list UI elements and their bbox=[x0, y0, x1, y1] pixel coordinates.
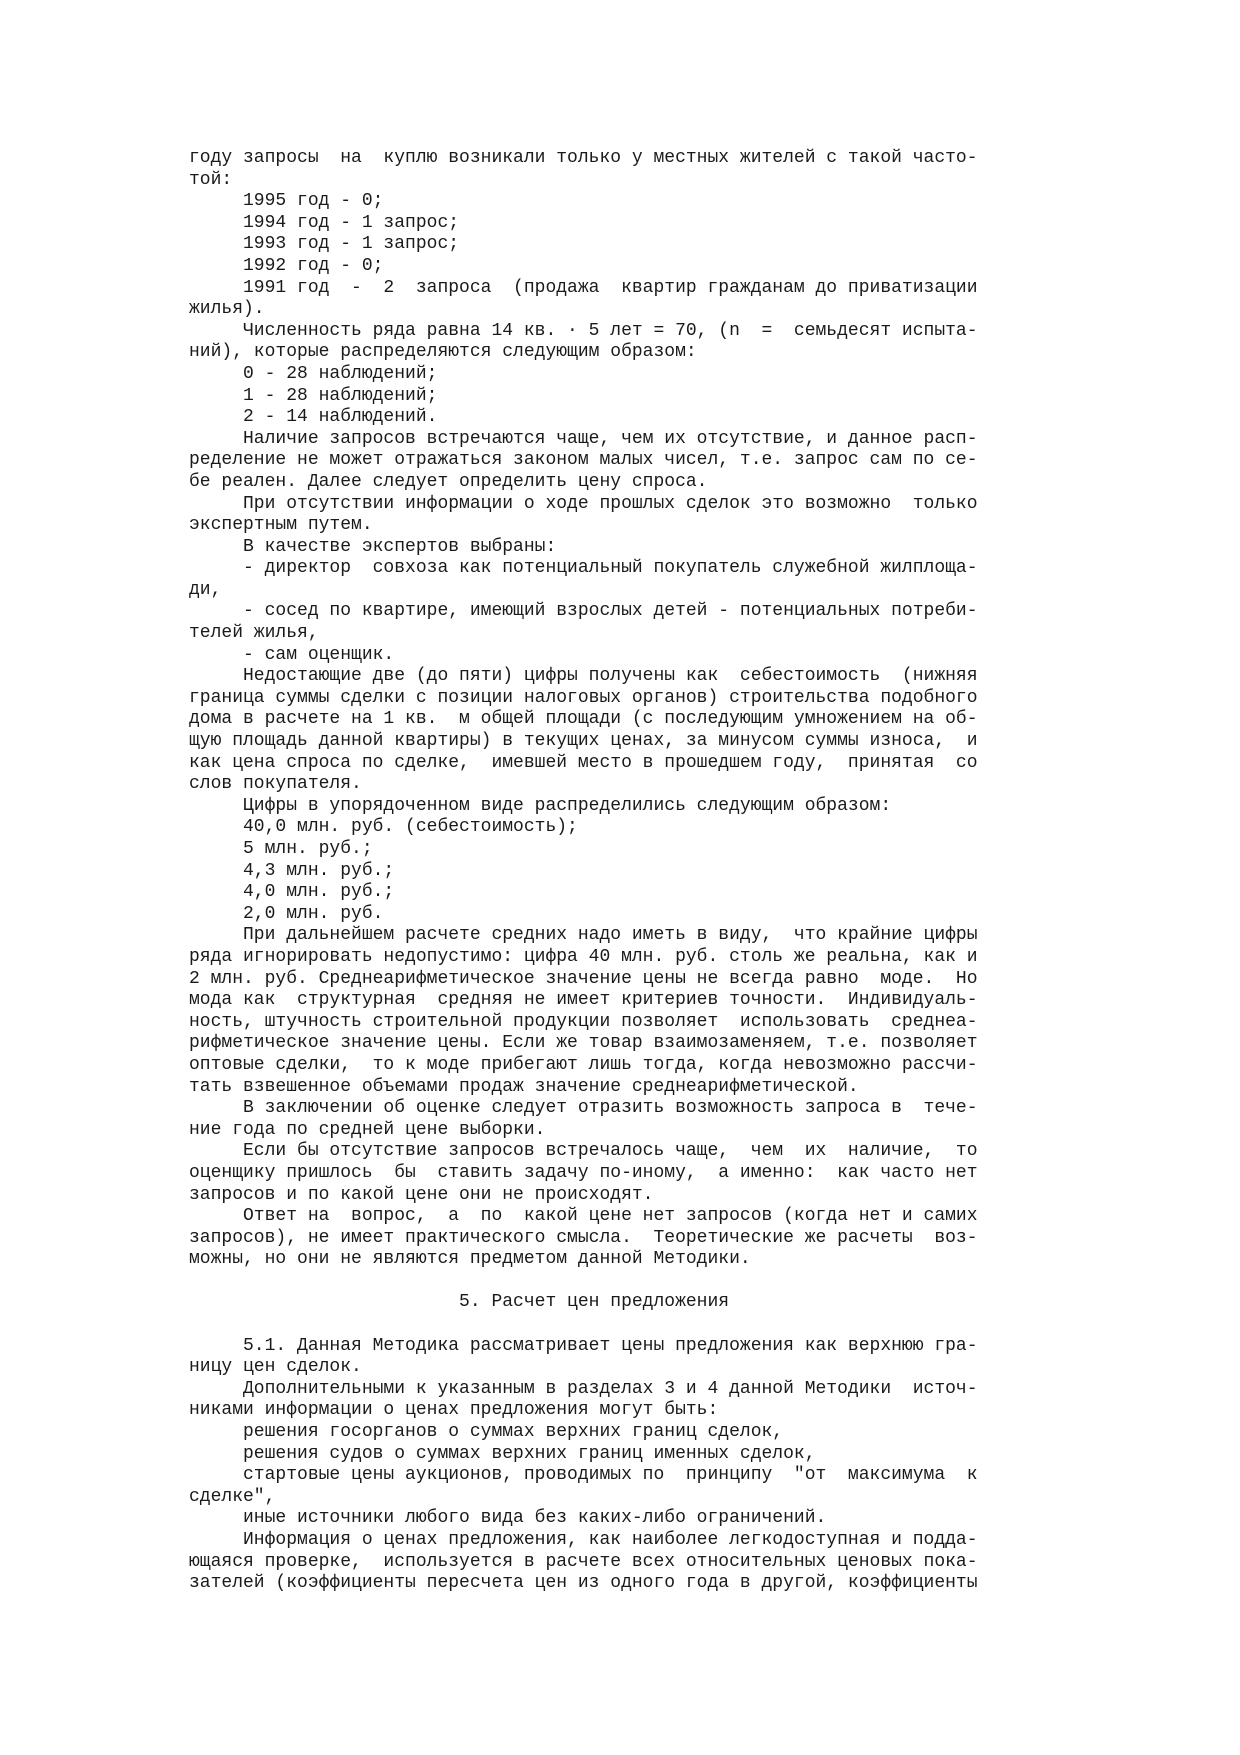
text-line: 1991 год - 2 запроса (продажа квартир гражданам до приватизации bbox=[189, 277, 978, 298]
text-line: 1995 год - 0; bbox=[189, 191, 384, 212]
text-line: дома в расчете на 1 кв. м общей площади (с последующим умножением на об- bbox=[189, 709, 978, 730]
text-line: 2 млн. руб. Среднеарифметическое значение цены не всегда равно моде. Но bbox=[189, 968, 978, 989]
text-line: - сосед по квартире, имеющий взрослых детей - потенциальных потреби- bbox=[189, 601, 978, 622]
text-line: 1993 год - 1 запрос; bbox=[189, 234, 460, 255]
text-line: слов покупателя. bbox=[189, 774, 362, 795]
text-line: Численность ряда равна 14 кв. · 5 лет = 70, (n = семьдесят испыта- bbox=[189, 320, 978, 341]
text-line: Ответ на вопрос, а по какой цене нет запросов (когда нет и самих bbox=[189, 1206, 978, 1227]
text-line: В заключении об оценке следует отразить возможность запроса в тече- bbox=[189, 1098, 978, 1119]
text-line: рифметическое значение цены. Если же товар взаимозаменяем, т.е. позволяет bbox=[189, 1033, 978, 1054]
text-line: ределение не может отражаться законом малых чисел, т.е. запрос сам по се- bbox=[189, 450, 978, 471]
text-line: 1992 год - 0; bbox=[189, 255, 384, 276]
text-line: 5 млн. руб.; bbox=[189, 839, 373, 859]
text-line: зателей (коэффициенты пересчета цен из одного года в другой, коэффициенты bbox=[189, 1573, 978, 1594]
text-line: 5. Расчет цен предложения bbox=[189, 1292, 730, 1313]
text-line: В качестве экспертов выбраны: bbox=[189, 536, 557, 557]
text-line: 4,0 млн. руб.; bbox=[189, 882, 395, 903]
text-line: 0 - 28 наблюдений; bbox=[189, 363, 438, 384]
text-line: 1 - 28 наблюдений; bbox=[189, 385, 438, 406]
text-line: мода как структурная средняя не имеет критериев точности. Индивидуаль- bbox=[189, 990, 978, 1011]
text-line bbox=[189, 1314, 1069, 1336]
text-line: сделке", bbox=[189, 1486, 276, 1507]
text-line: Если бы отсутствие запросов встречалось чаще, чем их наличие, то bbox=[189, 1141, 978, 1162]
text-line: Дополнительными к указанным в разделах 3 и 4 данной Методики источ- bbox=[189, 1378, 978, 1399]
text-line: 40,0 млн. руб. (себестоимость); bbox=[189, 817, 578, 838]
text-line: тать взвешенное объемами продаж значение среднеарифметической. bbox=[189, 1076, 859, 1097]
text-line: - сам оценщик. bbox=[189, 644, 395, 665]
text-line: 1994 год - 1 запрос; bbox=[189, 212, 460, 233]
text-line: Недостающие две (до пяти) цифры получены как себестоимость (нижняя bbox=[189, 666, 978, 687]
document-body-text bbox=[189, 148, 1069, 1595]
text-line: никами информации о ценах предложения могут быть: bbox=[189, 1400, 719, 1421]
text-line: Цифры в упорядоченном виде распределились следующим образом: bbox=[189, 795, 892, 816]
text-line: запросов), не имеет практического смысла. Теоретические же расчеты воз- bbox=[189, 1227, 978, 1248]
text-line: можны, но они не являются предметом данной Методики. bbox=[189, 1249, 751, 1270]
text-line: телей жилья, bbox=[189, 623, 319, 644]
text-line: иные источники любого вида без каких-либо ограничений. bbox=[189, 1508, 827, 1529]
text-line: той: bbox=[189, 169, 233, 190]
text-line: ди, bbox=[189, 579, 222, 600]
text-line: стартовые цены аукционов, проводимых по принципу "от максимума к bbox=[189, 1465, 978, 1486]
text-line: экспертным путем. bbox=[189, 515, 373, 536]
text-line: граница суммы сделки с позиции налоговых органов) строительства подобного bbox=[189, 687, 978, 708]
text-line: щую площадь данной квартиры) в текущих ценах, за минусом суммы износа, и bbox=[189, 731, 978, 752]
text-line: году запросы на куплю возникали только у местных жителей с такой часто- bbox=[189, 148, 978, 168]
text-line: решения судов о суммах верхних границ именных сделок, bbox=[189, 1443, 816, 1464]
text-line: ние года по средней цене выборки. bbox=[189, 1119, 546, 1140]
text-line: как цена спроса по сделке, имевшей место в прошедшем году, принятая со bbox=[189, 752, 978, 773]
text-line: оптовые сделки, то к моде прибегают лишь тогда, когда невозможно рассчи- bbox=[189, 1054, 978, 1075]
text-line: ний), которые распределяются следующим образом: bbox=[189, 342, 697, 363]
text-line: ность, штучность строительной продукции позволяет использовать среднеа- bbox=[189, 1011, 978, 1032]
text-line: оценщику пришлось бы ставить задачу по-иному, а именно: как часто нет bbox=[189, 1162, 978, 1183]
text-line: жилья). bbox=[189, 299, 265, 320]
text-line: 2,0 млн. руб. bbox=[189, 903, 384, 924]
text-line: ряда игнорировать недопустимо: цифра 40 млн. руб. столь же реальна, как и bbox=[189, 946, 978, 967]
text-line: При дальнейшем расчете средних надо иметь в виду, что крайние цифры bbox=[189, 925, 978, 946]
text-line: Информация о ценах предложения, как наиболее легкодоступная и подда- bbox=[189, 1530, 978, 1550]
text-line bbox=[189, 1271, 1069, 1293]
text-line: ющаяся проверке, используется в расчете всех относительных ценовых пока- bbox=[189, 1551, 978, 1572]
text-line: Наличие запросов встречаются чаще, чем их отсутствие, и данное расп- bbox=[189, 428, 978, 449]
text-line: 4,3 млн. руб.; bbox=[189, 860, 395, 881]
text-line: При отсутствии информации о ходе прошлых сделок это возможно только bbox=[189, 493, 978, 514]
text-line: ницу цен сделок. bbox=[189, 1357, 362, 1378]
text-line: - директор совхоза как потенциальный покупатель служебной жилплоща- bbox=[189, 558, 978, 579]
text-line: 2 - 14 наблюдений. bbox=[189, 407, 438, 428]
text-line: запросов и по какой цене они не происходят. bbox=[189, 1184, 654, 1205]
text-line: решения госорганов о суммах верхних границ сделок, bbox=[189, 1422, 784, 1443]
text-line: 5.1. Данная Методика рассматривает цены предложения как верхнюю гра- bbox=[189, 1335, 978, 1356]
text-line: бе реален. Далее следует определить цену спроса. bbox=[189, 471, 708, 492]
